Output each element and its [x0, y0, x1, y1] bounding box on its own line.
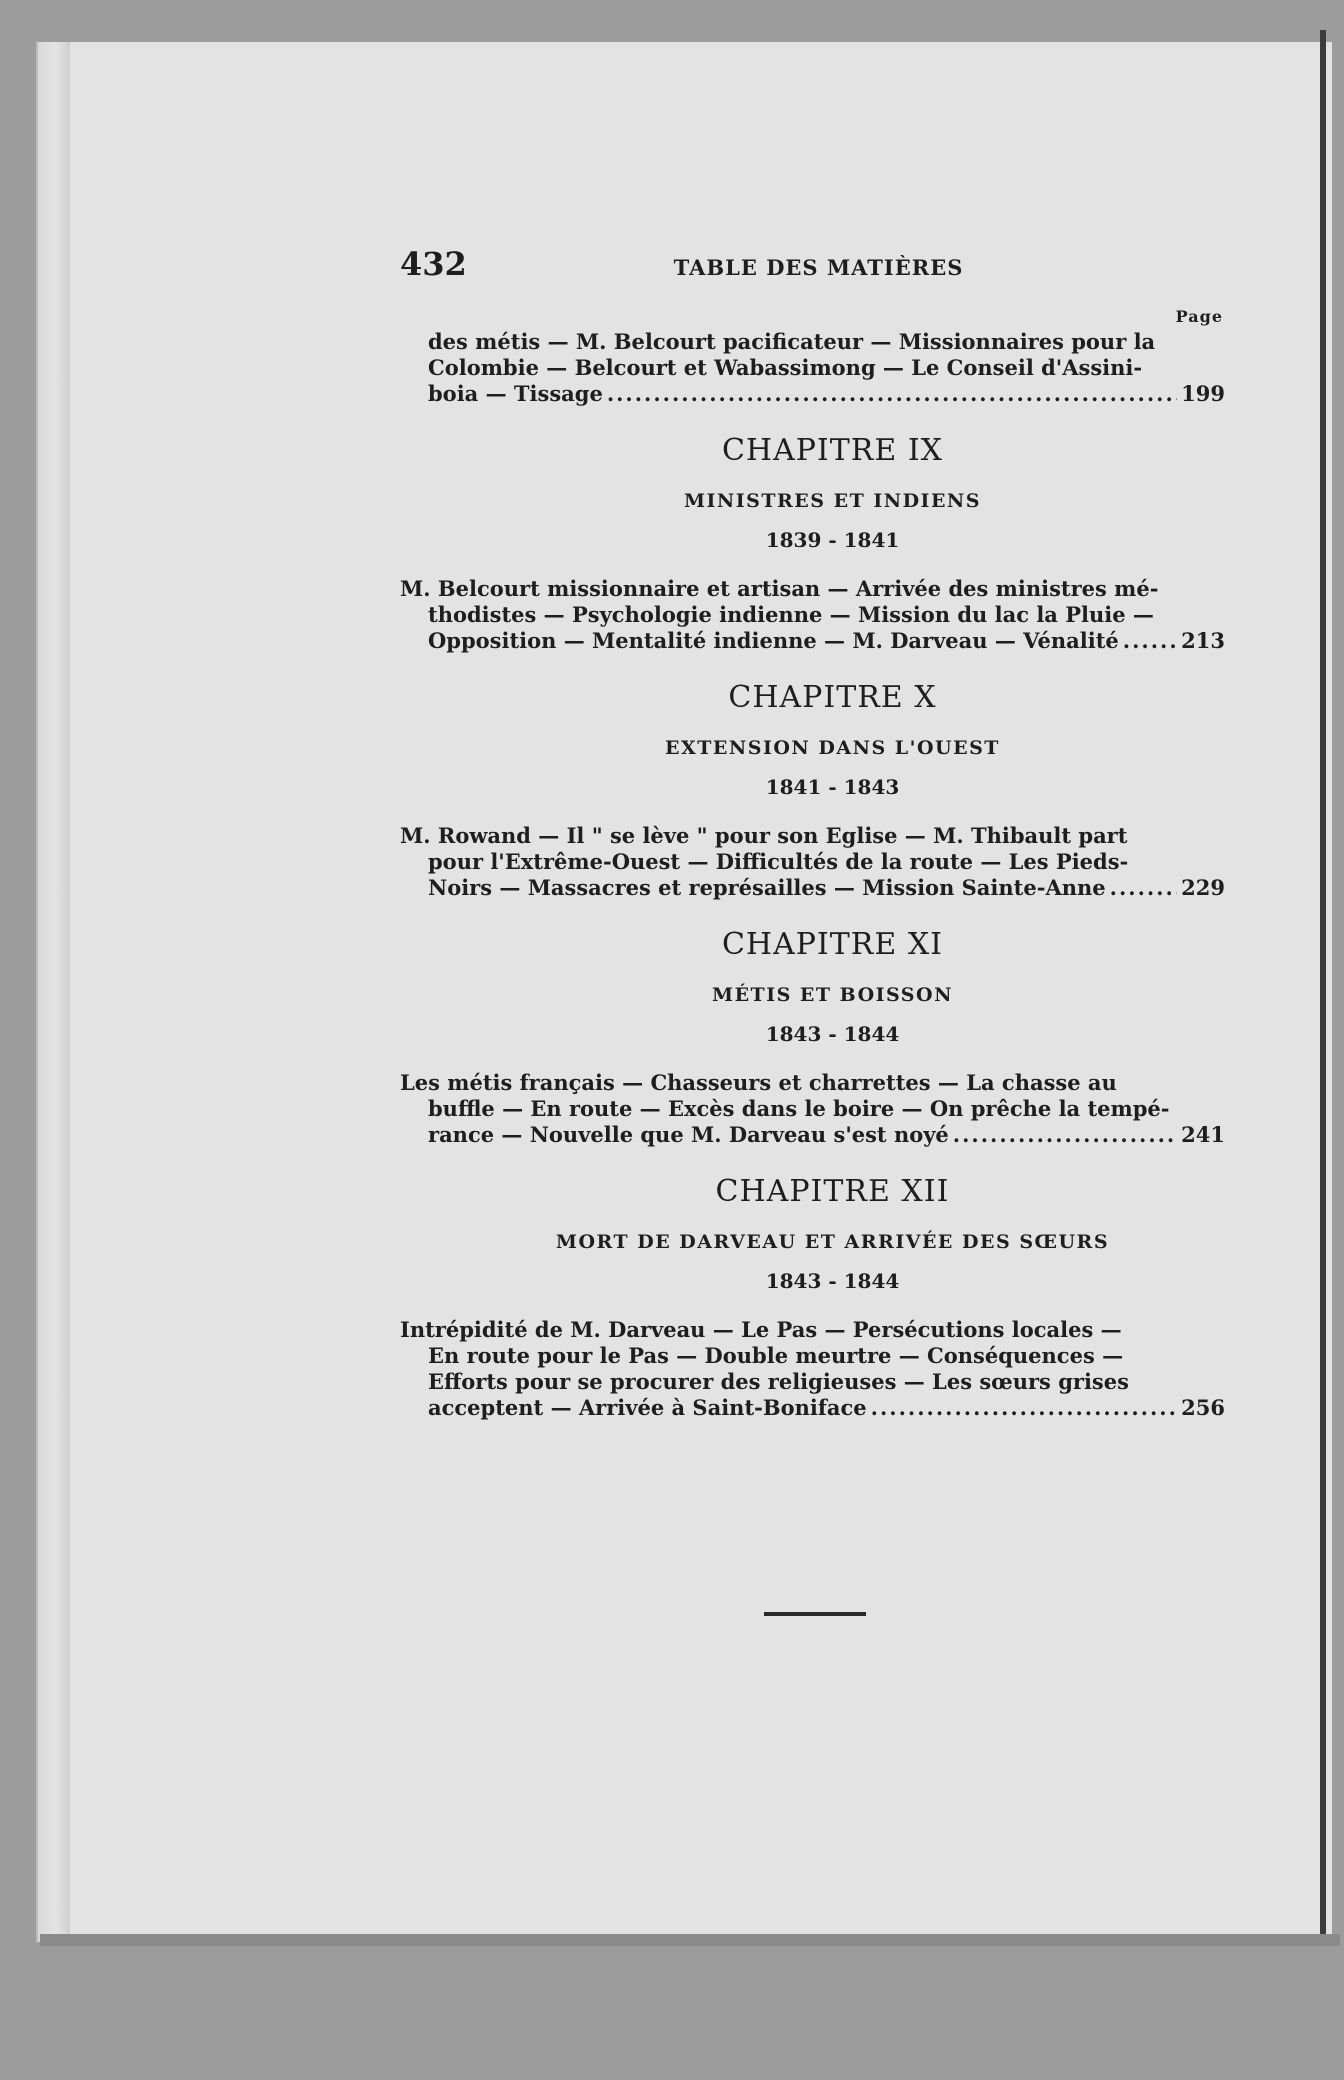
end-rule — [764, 1612, 866, 1616]
page-column-label: Page — [1175, 307, 1223, 326]
chapter-block — [400, 433, 1225, 654]
entry-line: Opposition — Mentalité indienne — M. Darveau — Vénalité — [428, 628, 1119, 653]
chapter-heading: CHAPITRE XII — [715, 1174, 950, 1209]
entry-page-number: 229 — [1181, 875, 1225, 900]
entry-line: Intrépidité de M. Darveau — Le Pas — Persécutions locales — — [400, 1317, 1122, 1342]
toc-entry — [400, 1070, 1225, 1148]
chapter-block — [400, 680, 1225, 901]
entry-last-line — [400, 381, 1225, 407]
entry-line: Efforts pour se procurer des religieuses — Les sœurs grises — [428, 1369, 1129, 1394]
chapter-years: 1841 - 1843 — [765, 775, 900, 799]
entry-last-line — [400, 1395, 1225, 1421]
chapter-years: 1839 - 1841 — [765, 528, 900, 552]
entry-line: Noirs — Massacres et représailles — Mission Sainte-Anne — [428, 875, 1106, 900]
chapter-block — [400, 927, 1225, 1148]
leader-dots — [1123, 628, 1177, 654]
entry-line: rance — Nouvelle que M. Darveau s'est noyé — [428, 1122, 949, 1147]
entry-line: des métis — M. Belcourt pacificateur — Missionnaires pour la — [428, 329, 1156, 354]
page-header — [400, 245, 1225, 295]
leader-dots — [953, 1122, 1177, 1148]
toc-entry — [400, 576, 1225, 654]
leader-dots — [1110, 875, 1178, 901]
chapter-block — [400, 1174, 1225, 1421]
chapter-subtitle: MINISTRES ET INDIENS — [683, 490, 982, 512]
entry-line: En route pour le Pas — Double meurtre — Conséquences — — [428, 1343, 1124, 1368]
entry-line: pour l'Extrême-Ouest — Difficultés de la route — Les Pieds- — [428, 849, 1129, 874]
entry-line: acceptent — Arrivée à Saint-Boniface — [428, 1395, 867, 1420]
entry-last-line — [400, 875, 1225, 901]
entry-line: M. Rowand — Il " se lève " pour son Eglise — M. Thibault part — [400, 823, 1128, 848]
entry-line: M. Belcourt missionnaire et artisan — Arrivée des ministres mé- — [400, 576, 1159, 601]
chapter-years: 1843 - 1844 — [765, 1022, 900, 1046]
chapter-subtitle: MORT DE DARVEAU ET ARRIVÉE DES SŒURS — [555, 1231, 1110, 1253]
running-title: TABLE DES MATIÈRES — [673, 255, 964, 280]
entry-line: Colombie — Belcourt et Wabassimong — Le Conseil d'Assini- — [428, 355, 1143, 380]
entry-line: buffle — En route — Excès dans le boire — On prêche la tempé- — [428, 1096, 1170, 1121]
entry-line: thodistes — Psychologie indienne — Mission du lac la Pluie — — [428, 602, 1154, 627]
chapter-heading: CHAPITRE IX — [721, 433, 944, 468]
page-right-edge — [1320, 30, 1326, 1940]
entry-page-number: 213 — [1181, 628, 1225, 653]
chapter-heading: CHAPITRE XI — [721, 927, 944, 962]
toc-entry — [400, 823, 1225, 901]
chapter-subtitle: EXTENSION DANS L'OUEST — [665, 737, 1000, 759]
chapter-years: 1843 - 1844 — [765, 1269, 900, 1293]
entry-page-number: 256 — [1181, 1395, 1225, 1420]
entry-line: boia — Tissage — [428, 381, 603, 406]
chapter-subtitle: MÉTIS ET BOISSON — [712, 984, 953, 1006]
entry-last-line — [400, 628, 1225, 654]
table-of-contents — [400, 245, 1225, 1421]
entry-last-line — [400, 1122, 1225, 1148]
page-number: 432 — [400, 245, 467, 283]
leader-dots — [607, 381, 1177, 407]
chapter-heading: CHAPITRE X — [728, 680, 937, 715]
entry-line: Les métis français — Chasseurs et charrettes — La chasse au — [400, 1070, 1117, 1095]
entry-page-number: 199 — [1181, 381, 1225, 406]
page-bottom-shadow — [40, 1934, 1340, 1946]
entry-page-number: 241 — [1181, 1122, 1225, 1147]
toc-entry-continued — [400, 329, 1225, 407]
toc-entry — [400, 1317, 1225, 1421]
leader-dots — [871, 1395, 1178, 1421]
